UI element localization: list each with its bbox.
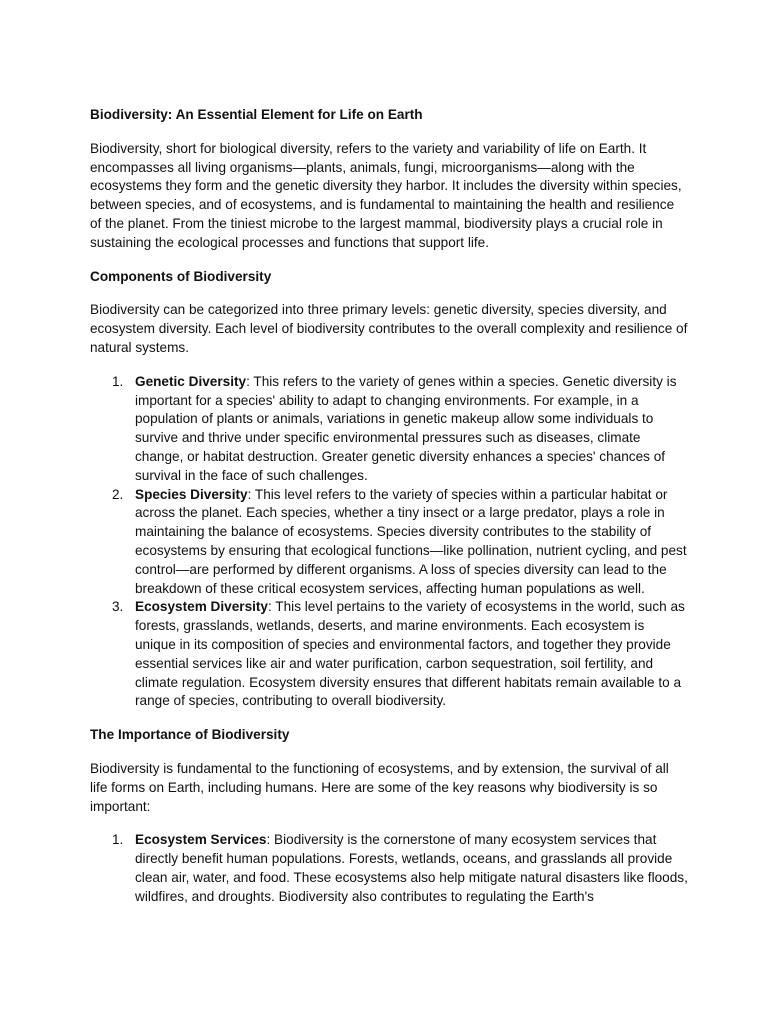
document-body <box>90 106 688 921</box>
importance-heading: The Importance of Biodiversity <box>90 727 290 743</box>
importance-list <box>90 831 688 906</box>
list-item <box>90 831 688 906</box>
list-term: Ecosystem Diversity <box>135 599 268 615</box>
list-term: Species Diversity <box>135 486 248 502</box>
importance-intro: Biodiversity is fundamental to the functioning of ecosystems, and by extension, the survival of all life forms on Earth, including humans. Here are some of the key reasons why biodiversity is so important: <box>90 760 669 814</box>
list-term: Ecosystem Services <box>135 832 267 848</box>
list-text: : This level refers to the variety of species within a particular habitat or across the planet. Each species, whether a tiny insect or a large predator, plays a role in maintaining the balance of ecosystems. Species diversity contributes to the stability of ecosystems by ensuring that ecological functions—like pollination, nutrient cycling, and pest control—are performed by different organisms. A loss of species diversity can lead to the breakdown of these critical ecosystem services, affecting human populations as well. <box>135 486 687 596</box>
list-number: 1. <box>112 373 124 389</box>
document-title: Biodiversity: An Essential Element for Life on Earth <box>90 107 423 122</box>
intro-paragraph: Biodiversity, short for biological diversity, refers to the variety and variability of life on Earth. It encompasses all living organisms—plants, animals, fungi, microorganisms—along with the ecosystems they form and the genetic diversity they harbor. It includes the diversity within species, between species, and of ecosystems, and is fundamental to maintaining the health and resilience of the planet. From the tiniest microbe to the largest mammal, biodiversity plays a crucial role in sustaining the ecological processes and functions that support life. <box>90 140 682 250</box>
components-intro: Biodiversity can be categorized into three primary levels: genetic diversity, species diversity, and ecosystem diversity. Each level of biodiversity contributes to the overall complexity and resilience of natural systems. <box>90 302 688 355</box>
components-list <box>90 373 688 711</box>
list-number: 2. <box>112 486 124 502</box>
components-heading: Components of Biodiversity <box>90 268 272 284</box>
list-number: 3. <box>112 599 124 615</box>
list-text: : This level pertains to the variety of ecosystems in the world, such as forests, grasslands, wetlands, deserts, and marine environments. Each ecosystem is unique in its composition of species and environmental factors, and together they provide essential services like air and water purification, carbon sequestration, soil fertility, and climate regulation. Ecosystem diversity ensures that different habitats remain available to a range of species, contributing to overall biodiversity. <box>135 599 685 709</box>
list-item <box>90 486 688 599</box>
list-item <box>90 598 688 711</box>
list-text: : This refers to the variety of genes within a species. Genetic diversity is important for a species' ability to adapt to changing environments. For example, in a population of plants or animals, variations in genetic makeup allow some individuals to survive and thrive under specific environmental pressures such as diseases, climate change, or habitat destruction. Greater genetic diversity enhances a species' chances of survival in the face of such challenges. <box>135 373 677 483</box>
list-term: Genetic Diversity <box>135 373 247 389</box>
list-number: 1. <box>112 832 124 848</box>
list-item <box>90 373 688 486</box>
list-text: : Biodiversity is the cornerstone of many ecosystem services that directly benefit human populations. Forests, wetlands, oceans, and grasslands all provide clean air, water, and food. These ecosystems also help mitigate natural disasters like floods, wildfires, and droughts. Biodiversity also contributes to regulating the Earth's <box>135 832 688 904</box>
